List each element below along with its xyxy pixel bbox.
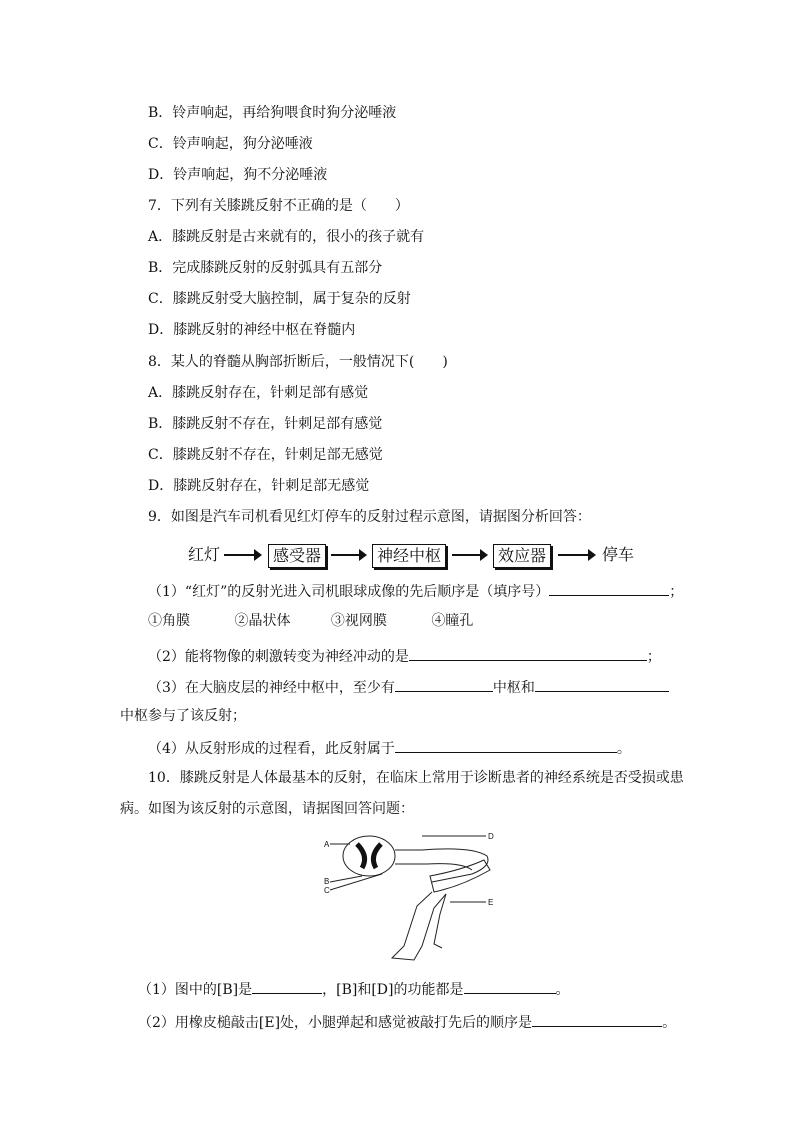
gray-matter: [357, 844, 381, 868]
flow-node-stop: 停车: [602, 545, 635, 564]
q9-part3-mid: 中枢和: [492, 680, 535, 696]
q8-option-c: C．膝跳反射不存在，针刺足部无感觉: [148, 447, 383, 463]
q7-option-b: B．完成膝跳反射的反射弧具有五部分: [148, 260, 383, 276]
q9-part3-blank-2[interactable]: [535, 677, 669, 692]
flow-node-effector: 效应器: [493, 544, 551, 568]
q10-part2-blank[interactable]: [532, 1012, 662, 1027]
q9-choices: [148, 612, 491, 630]
q8-option-d: D．膝跳反射存在，针刺足部无感觉: [148, 478, 370, 494]
q6-option-c: C．铃声响起，狗分泌唾液: [148, 136, 313, 152]
q10-part1-blank-2[interactable]: [464, 979, 556, 994]
q9-part3-blank-1[interactable]: [395, 677, 493, 692]
q10-part1-blank-1[interactable]: [252, 979, 322, 994]
knee-reflex-diagram: [322, 826, 502, 966]
q9-part1-text: （1）“红灯”的反射光进入司机眼球成像的先后顺序是（填序号）: [148, 584, 550, 600]
q7-option-c: C．膝跳反射受大脑控制，属于复杂的反射: [148, 291, 411, 307]
flow-arrow: [452, 554, 486, 556]
q9-part4-blank[interactable]: [395, 738, 617, 753]
q9-choice-4: ④瞳孔: [431, 613, 474, 629]
q6-option-d: D．铃声响起，狗不分泌唾液: [148, 167, 328, 183]
q9-part3-cont: 中枢参与了该反射；: [120, 708, 246, 724]
q10-part2-end: 。: [662, 1015, 677, 1031]
label-c: C: [324, 886, 330, 895]
q8-option-b: B．膝跳反射不存在，针刺足部有感觉: [148, 416, 383, 432]
spinal-cord-outline: [343, 836, 395, 876]
label-line-c: [330, 874, 382, 890]
q8-option-a: A．膝跳反射存在，针刺足部有感觉: [148, 385, 369, 401]
q10-part2: [138, 1012, 676, 1032]
lower-leg-back: [434, 894, 446, 948]
q9-part2-end: ；: [646, 649, 661, 665]
label-a: A: [324, 840, 330, 849]
q10-part1-text: （1）图中的[B]是: [138, 982, 253, 998]
flow-node-red-light: 红灯: [188, 545, 221, 564]
q10-part2-text: （2）用橡皮槌敲击[E]处，小腿弹起和感觉被敲打先后的顺序是: [138, 1015, 533, 1031]
q10-part1-mid: ，[B]和[D]的功能都是: [322, 982, 464, 998]
label-line-b: [330, 876, 362, 882]
q9-choice-1: ①角膜: [148, 613, 190, 629]
q7-stem: 7．下列有关膝跳反射不正确的是（ ）: [148, 198, 409, 214]
q9-part4: [148, 738, 631, 758]
q9-stem: 9．如图是汽车司机看见红灯停车的反射过程示意图，请据图分析回答：: [148, 509, 591, 525]
label-e: E: [488, 898, 494, 907]
label-b: B: [324, 877, 330, 886]
q9-part3-text: （3）在大脑皮层的神经中枢中，至少有: [148, 680, 395, 696]
q7-option-a: A．膝跳反射是古来就有的，很小的孩子就有: [148, 229, 425, 245]
knee-reflex-illustration: [322, 826, 502, 966]
flow-arrow: [224, 554, 260, 556]
q9-part1-end: ；: [669, 584, 684, 600]
q9-choice-3: ③视网膜: [330, 613, 387, 629]
q9-part1-blank[interactable]: [549, 581, 669, 596]
q9-part2-text: （2）能将物像的刺激转变为神经冲动的是: [148, 649, 409, 665]
q10-part1: [138, 979, 570, 999]
q9-part2: [148, 646, 661, 666]
label-d: D: [488, 832, 494, 841]
q9-part3: [148, 677, 669, 697]
q10-stem-line2: 病。如图为该反射的示意图，请据图回答问题：: [120, 801, 414, 817]
flow-arrow: [331, 554, 365, 556]
afferent-nerve: [395, 849, 488, 882]
q9-choice-2: ②晶状体: [234, 613, 291, 629]
q10-part1-end: 。: [555, 982, 570, 998]
flow-arrow: [558, 554, 594, 556]
q7-option-d: D．膝跳反射的神经中枢在脊髓内: [148, 322, 356, 338]
flow-node-nerve-center: 神经中枢: [372, 544, 446, 568]
flow-node-receptor: 感受器: [268, 544, 326, 568]
q10-stem-line1: 10．膝跳反射是人体最基本的反射，在临床上常用于诊断患者的神经系统是否受损或患: [148, 770, 684, 786]
q9-part4-end: 。: [616, 741, 631, 757]
q8-stem: 8．某人的脊髓从胸部折断后，一般情况下( ): [148, 354, 448, 370]
q6-option-b: B．铃声响起，再给狗喂食时狗分泌唾液: [148, 105, 397, 121]
q9-part4-text: （4）从反射形成的过程看，此反射属于: [148, 741, 395, 757]
q9-part2-blank[interactable]: [409, 646, 647, 661]
q9-part1: [148, 581, 683, 601]
reflex-flow-diagram: [188, 538, 638, 572]
